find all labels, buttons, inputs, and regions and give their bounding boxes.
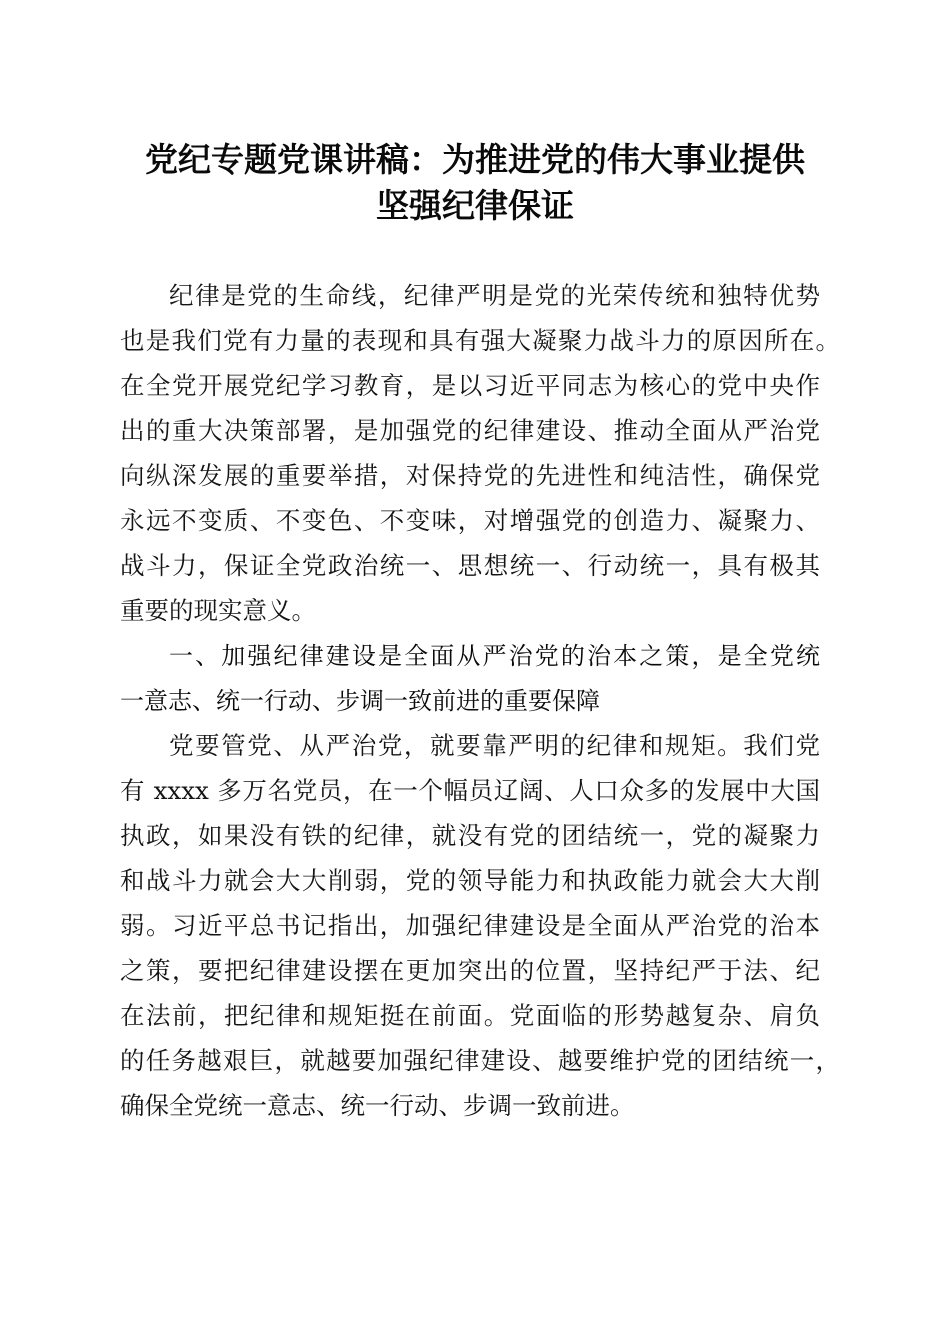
- paragraph-2-line-1: 党要管党、从严治党，就要靠严明的纪律和规矩。我们党: [169, 731, 820, 760]
- paragraph-2-line-4: 和战斗力就会大大削弱，党的领导能力和执政能力就会大大削: [120, 866, 820, 895]
- paragraph-1-line-7: 战斗力，保证全党政治统一、思想统一、行动统一，具有极其: [120, 551, 820, 580]
- paragraph-1-line-8: 重要的现实意义。: [120, 596, 316, 625]
- paragraph-1-line-1: 纪律是党的生命线，纪律严明是党的光荣传统和独特优势: [169, 281, 820, 310]
- paragraph-2-line-2: 有 xxxx 多万名党员，在一个幅员辽阔、人口众多的发展中大国: [120, 776, 820, 805]
- paragraph-1-line-6: 永远不变质、不变色、不变味，对增强党的创造力、凝聚力、: [120, 506, 820, 535]
- paragraph-2-line-9: 确保全党统一意志、统一行动、步调一致前进。: [120, 1091, 635, 1120]
- document-title-line-1: 党纪专题党课讲稿：为推进党的伟大事业提供: [145, 140, 805, 179]
- paragraph-1-line-3: 在全党开展党纪学习教育，是以习近平同志为核心的党中央作: [120, 371, 820, 400]
- document-title-line-2: 坚强纪律保证: [376, 186, 574, 225]
- paragraph-2-line-5: 弱。习近平总书记指出，加强纪律建设是全面从严治党的治本: [120, 911, 820, 940]
- paragraph-1-line-5: 向纵深发展的重要举措，对保持党的先进性和纯洁性，确保党: [120, 461, 820, 490]
- paragraph-2-line-3: 执政，如果没有铁的纪律，就没有党的团结统一，党的凝聚力: [120, 821, 820, 850]
- paragraph-2-line-7: 在法前，把纪律和规矩挺在前面。党面临的形势越复杂、肩负: [120, 1001, 820, 1030]
- section-heading-1-line-2: 一意志、统一行动、步调一致前进的重要保障: [120, 687, 600, 715]
- section-heading-1-line-1: 一、加强纪律建设是全面从严治党的治本之策，是全党统: [169, 642, 820, 670]
- paragraph-2-line-8: 的任务越艰巨，就越要加强纪律建设、越要维护党的团结统一，: [120, 1046, 840, 1075]
- paragraph-2-line-6: 之策，要把纪律建设摆在更加突出的位置，坚持纪严于法、纪: [120, 956, 820, 985]
- paragraph-1-line-2: 也是我们党有力量的表现和具有强大凝聚力战斗力的原因所在。: [120, 326, 840, 355]
- paragraph-1-line-4: 出的重大决策部署，是加强党的纪律建设、推动全面从严治党: [120, 416, 820, 445]
